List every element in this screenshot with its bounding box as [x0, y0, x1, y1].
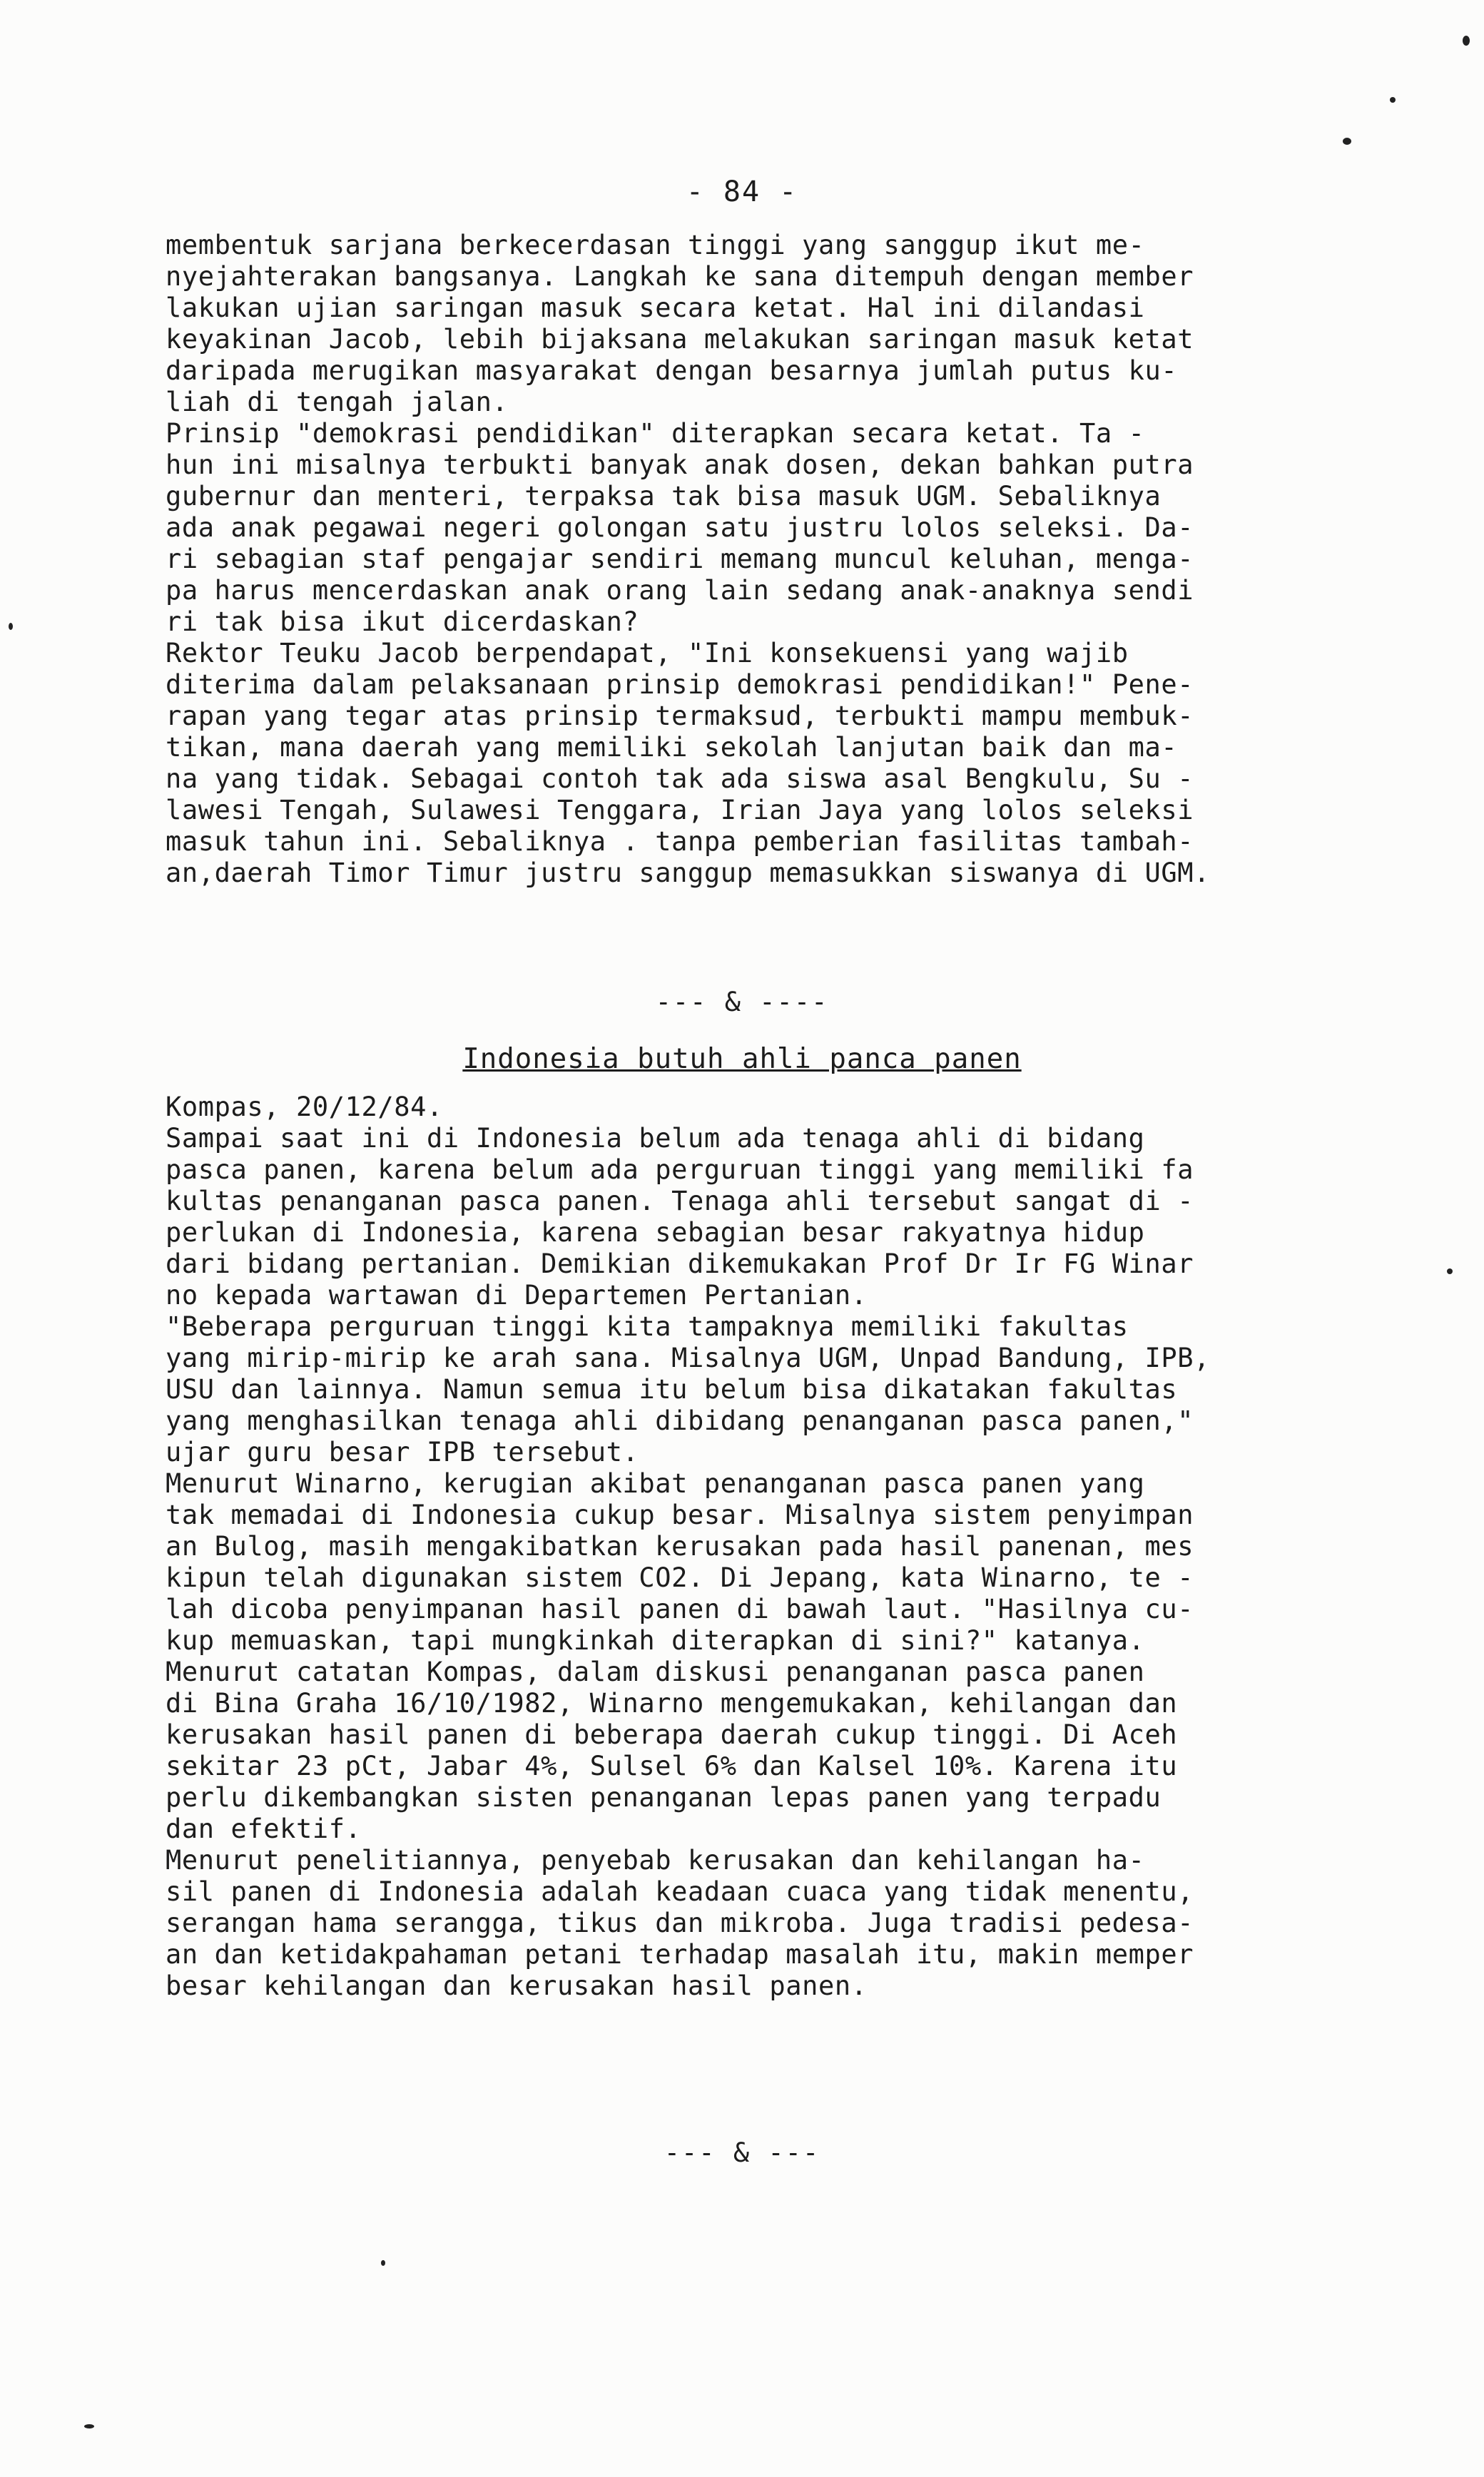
text-line: pasca panen, karena belum ada perguruan tinggi yang memiliki fa — [166, 1154, 1194, 1185]
article-title: Indonesia butuh ahli panca panen — [462, 1043, 1022, 1075]
text-line: dari bidang pertanian. Demikian dikemukakan Prof Dr Ir FG Winar — [166, 1248, 1194, 1279]
text-line: ri tak bisa ikut dicerdaskan? — [166, 606, 639, 637]
text-line: na yang tidak. Sebagai contoh tak ada siswa asal Bengkulu, Su - — [166, 763, 1194, 794]
text-line: nyejahterakan bangsanya. Langkah ke sana ditempuh dengan member — [166, 261, 1194, 292]
section-divider: --- & ---- — [655, 987, 829, 1017]
text-line: Sampai saat ini di Indonesia belum ada tenaga ahli di bidang — [166, 1123, 1145, 1154]
text-line: rapan yang tegar atas prinsip termaksud, terbukti mampu membuk- — [166, 701, 1194, 731]
scan-speck — [84, 2424, 94, 2428]
text-line: dan efektif. — [166, 1814, 362, 1844]
text-line: pa harus mencerdaskan anak orang lain sedang anak-anaknya sendi — [166, 575, 1194, 606]
text-line: kipun telah digunakan sistem CO2. Di Jepang, kata Winarno, te - — [166, 1562, 1194, 1593]
text-line: tak memadai di Indonesia cukup besar. Misalnya sistem penyimpan — [166, 1500, 1194, 1530]
text-line: an Bulog, masih mengakibatkan kerusakan pada hasil panenan, mes — [166, 1531, 1194, 1562]
text-line: Menurut penelitiannya, penyebab kerusakan dan kehilangan ha- — [166, 1845, 1145, 1876]
text-line: lawesi Tengah, Sulawesi Tenggara, Irian Jaya yang lolos seleksi — [166, 795, 1194, 825]
scan-speck — [1463, 36, 1470, 46]
text-line: membentuk sarjana berkecerdasan tinggi yang sanggup ikut me- — [166, 230, 1145, 260]
scan-speck — [1343, 138, 1351, 145]
text-line: an dan ketidakpahaman petani terhadap masalah itu, makin memper — [166, 1939, 1194, 1970]
scan-speck — [381, 2260, 385, 2266]
article-source: Kompas, 20/12/84. — [166, 1092, 443, 1122]
text-line: perlu dikembangkan sisten penanganan lepas panen yang terpadu — [166, 1782, 1162, 1813]
page-number: - 84 - — [686, 176, 798, 208]
text-line: kultas penanganan pasca panen. Tenaga ahli tersebut sangat di - — [166, 1186, 1194, 1216]
text-line: di Bina Graha 16/10/1982, Winarno mengemukakan, kehilangan dan — [166, 1688, 1178, 1719]
text-line: Rektor Teuku Jacob berpendapat, "Ini konsekuensi yang wajib — [166, 638, 1129, 668]
text-line: tikan, mana daerah yang memiliki sekolah lanjutan baik dan ma- — [166, 732, 1178, 763]
section-article-body — [166, 1123, 1336, 2002]
text-line: sil panen di Indonesia adalah keadaan cuaca yang tidak menentu, — [166, 1876, 1194, 1907]
text-line: ada anak pegawai negeri golongan satu justru lolos seleksi. Da- — [166, 512, 1194, 543]
section-divider-end: --- & --- — [664, 2137, 820, 2168]
text-line: Menurut Winarno, kerugian akibat penanganan pasca panen yang — [166, 1468, 1145, 1499]
text-line: besar kehilangan dan kerusakan hasil panen. — [166, 1970, 868, 2001]
text-line: no kepada wartawan di Departemen Pertanian. — [166, 1280, 868, 1311]
text-line: "Beberapa perguruan tinggi kita tampaknya memiliki fakultas — [166, 1311, 1129, 1342]
text-line: Menurut catatan Kompas, dalam diskusi penanganan pasca panen — [166, 1657, 1145, 1687]
scan-speck — [9, 623, 13, 630]
text-line: serangan hama serangga, tikus dan mikroba. Juga tradisi pedesa- — [166, 1908, 1194, 1938]
text-line: ujar guru besar IPB tersebut. — [166, 1437, 639, 1468]
text-line: diterima dalam pelaksanaan prinsip demokrasi pendidikan!" Pene- — [166, 669, 1194, 700]
text-line: yang menghasilkan tenaga ahli dibidang penanganan pasca panen," — [166, 1405, 1194, 1436]
text-line: USU dan lainnya. Namun semua itu belum bisa dikatakan fakultas — [166, 1374, 1178, 1405]
section-continued-article — [166, 230, 1336, 889]
text-line: kup memuaskan, tapi mungkinkah diterapkan di sini?" katanya. — [166, 1625, 1145, 1656]
text-line: masuk tahun ini. Sebaliknya . tanpa pemberian fasilitas tambah- — [166, 826, 1194, 857]
text-line: gubernur dan menteri, terpaksa tak bisa masuk UGM. Sebaliknya — [166, 481, 1162, 512]
text-line: hun ini misalnya terbukti banyak anak dosen, dekan bahkan putra — [166, 449, 1194, 480]
text-line: lakukan ujian saringan masuk secara ketat. Hal ini dilandasi — [166, 293, 1145, 323]
scan-speck — [1447, 1268, 1453, 1274]
text-line: keyakinan Jacob, lebih bijaksana melakukan saringan masuk ketat — [166, 324, 1194, 355]
text-line: sekitar 23 pCt, Jabar 4%, Sulsel 6% dan Kalsel 10%. Karena itu — [166, 1751, 1178, 1781]
scan-speck — [1390, 97, 1396, 103]
text-line: lah dicoba penyimpanan hasil panen di bawah laut. "Hasilnya cu- — [166, 1594, 1194, 1624]
text-line: liah di tengah jalan. — [166, 387, 509, 417]
text-line: Prinsip "demokrasi pendidikan" diterapkan secara ketat. Ta - — [166, 418, 1145, 449]
text-line: ri sebagian staf pengajar sendiri memang muncul keluhan, menga- — [166, 544, 1194, 574]
text-line: yang mirip-mirip ke arah sana. Misalnya UGM, Unpad Bandung, IPB, — [166, 1343, 1211, 1373]
text-line: kerusakan hasil panen di beberapa daerah cukup tinggi. Di Aceh — [166, 1719, 1178, 1750]
text-line: perlukan di Indonesia, karena sebagian besar rakyatnya hidup — [166, 1217, 1145, 1248]
text-line: an,daerah Timor Timur justru sanggup memasukkan siswanya di UGM. — [166, 858, 1211, 888]
text-line: daripada merugikan masyarakat dengan besarnya jumlah putus ku- — [166, 355, 1178, 386]
